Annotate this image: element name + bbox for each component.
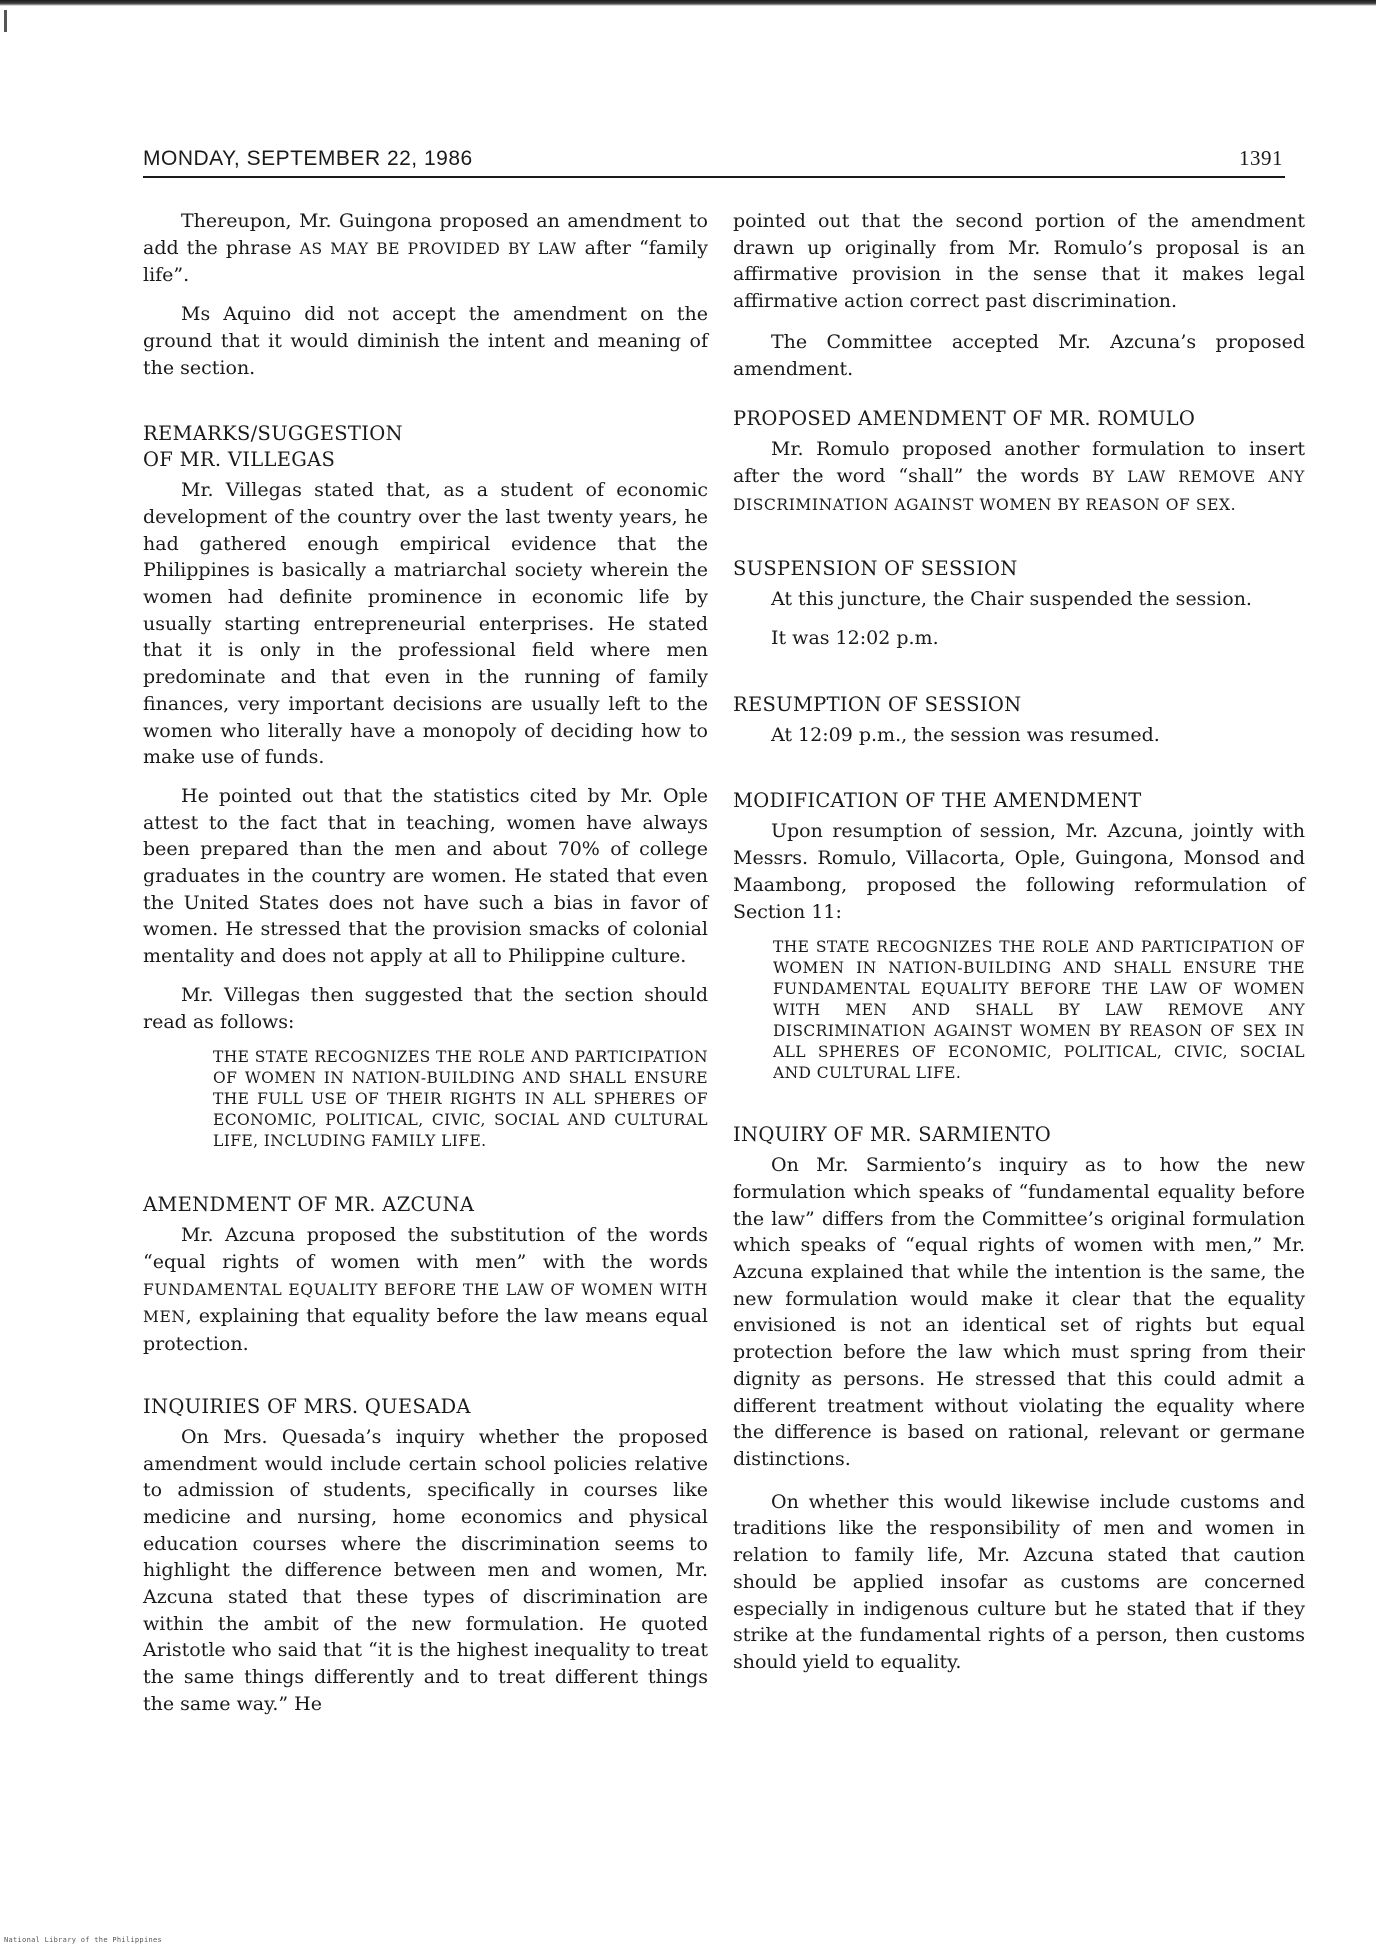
paragraph: Thereupon, Mr. Guingona proposed an amendment to add the phrase AS MAY BE PROVIDED BY LAW after “family life”.	[143, 210, 708, 287]
section-heading-sarmiento: INQUIRY OF MR. SARMIENTO	[733, 1123, 1052, 1147]
paragraph: Mr. Villegas then suggested that the section should read as follows:	[143, 983, 708, 1033]
session-date: MONDAY, SEPTEMBER 22, 1986	[143, 147, 473, 170]
block-quote: THE STATE RECOGNIZES THE ROLE AND PARTICIPATION OF WOMEN IN NATION-BUILDING AND SHALL ENSURE THE FULL USE OF THEIR RIGHTS IN ALL SPHERES OF ECONOMIC, POLITICAL, CIVIC, SOCIAL AND CULTURAL LIFE, INCLUDING FAMILY LIFE.	[213, 1048, 708, 1151]
section-heading-azcuna: AMENDMENT OF MR. AZCUNA	[143, 1193, 475, 1217]
header-rule	[143, 176, 1285, 178]
section-heading-modification: MODIFICATION OF THE AMENDMENT	[733, 789, 1142, 813]
paragraph: It was 12:02 p.m.	[771, 627, 939, 650]
left-column	[143, 208, 708, 1730]
library-footer: National Library of the Philippines	[4, 1936, 163, 1944]
page-number: 1391	[1239, 146, 1283, 170]
top-border-rule	[0, 0, 1376, 6]
section-heading-resumption: RESUMPTION OF SESSION	[733, 692, 1022, 716]
paragraph: Mr. Azcuna proposed the substitution of the words “equal rights of women with men” with the words FUNDAMENTAL EQUALITY BEFORE THE LAW OF WOMEN WITH MEN, explaining that equality before the law means equal protection.	[143, 1224, 708, 1356]
paragraph: The Committee accepted Mr. Azcuna’s proposed amendment.	[733, 330, 1305, 380]
section-heading-quesada: INQUIRIES OF MRS. QUESADA	[143, 1394, 471, 1418]
block-quote: THE STATE RECOGNIZES THE ROLE AND PARTICIPATION OF WOMEN IN NATION-BUILDING AND SHALL ENSURE THE FUNDAMENTAL EQUALITY BEFORE THE LAW OF WOMEN WITH MEN AND SHALL BY LAW REMOVE ANY DISCRIMINATION AGAINST WOMEN BY REASON OF SEX IN ALL SPHERES OF ECONOMIC, POLITICAL, CIVIC, SOCIAL AND CULTURAL LIFE.	[773, 938, 1305, 1083]
section-heading-romulo: PROPOSED AMENDMENT OF MR. ROMULO	[733, 407, 1196, 431]
paragraph: Mr. Villegas stated that, as a student of economic development of the country over the last twenty years, he had gathered enough empirical evidence that the Philippines is basically a matriarchal society wherein the women had definite prominence in economic life by usually starting entrepreneurial enterprises. He stated that it is only in the professional field where men predominate and that even in the running of family finances, very important decisions are usually left to the women who literally have a monopoly of deciding how to make use of funds.	[143, 479, 708, 769]
paragraph: He pointed out that the statistics cited by Mr. Ople attest to the fact that in teaching, women have always been prepared than the men and about 70% of college graduates in the country are women. He stated that even the United States does not have such a bias in favor of women. He stressed that the provision smacks of colonial mentality and does not apply at all to Philippine culture.	[143, 784, 708, 968]
paragraph: pointed out that the second portion of the amendment drawn up originally from Mr. Romulo’s proposal is an affirmative provision in the sense that it makes legal affirmative action correct past discrimination.	[733, 210, 1305, 313]
running-head	[143, 146, 1283, 171]
section-heading-villegas: REMARKS/SUGGESTION OF MR. VILLEGAS	[143, 422, 403, 472]
paragraph: At this juncture, the Chair suspended the session.	[771, 588, 1252, 611]
paragraph: On Mrs. Quesada’s inquiry whether the proposed amendment would include certain school policies relative to admission of students, specifically in courses like medicine and nursing, home economics and physical education courses where the discrimination seems to highlight the difference between men and women, Mr. Azcuna stated that these types of discrimination are within the ambit of the new formulation. He quoted Aristotle who said that “it is the highest inequality to treat the same things differently and to treat different things the same way.” He	[143, 1425, 708, 1715]
paragraph: Ms Aquino did not accept the amendment on the ground that it would diminish the intent and meaning of the section.	[143, 303, 708, 379]
paragraph: Mr. Romulo proposed another formulation to insert after the word “shall” the words BY LAW REMOVE ANY DISCRIMINATION AGAINST WOMEN BY REASON OF SEX.	[733, 438, 1305, 514]
paragraph: On whether this would likewise include customs and traditions like the responsibility of men and women in relation to family life, Mr. Azcuna stated that caution should be applied insofar as customs are concerned especially in indigenous culture but he stated that if they strike at the fundamental rights of a person, then customs should yield to equality.	[733, 1490, 1305, 1673]
right-column	[733, 208, 1305, 1688]
section-heading-suspension: SUSPENSION OF SESSION	[733, 557, 1018, 581]
scan-corner-mark	[4, 10, 7, 32]
paragraph: At 12:09 p.m., the session was resumed.	[771, 723, 1160, 746]
paragraph: On Mr. Sarmiento’s inquiry as to how the new formulation which speaks of “fundamental equality before the law” differs from the Committee’s original formulation which speaks of “equal rights of women with men,” Mr. Azcuna explained that while the intention is the same, the new formulation would make it clear that the equality envisioned is not an identical set of rights but equal protection before the law which must spring from their dignity as persons. He stressed that this could admit a different treatment without violating the equality where the difference is based on rational, relevant or germane distinctions.	[733, 1154, 1305, 1470]
paragraph: Upon resumption of session, Mr. Azcuna, jointly with Messrs. Romulo, Villacorta, Ople, Guingona, Monsod and Maambong, proposed the following reformulation of Section 11:	[733, 820, 1305, 923]
